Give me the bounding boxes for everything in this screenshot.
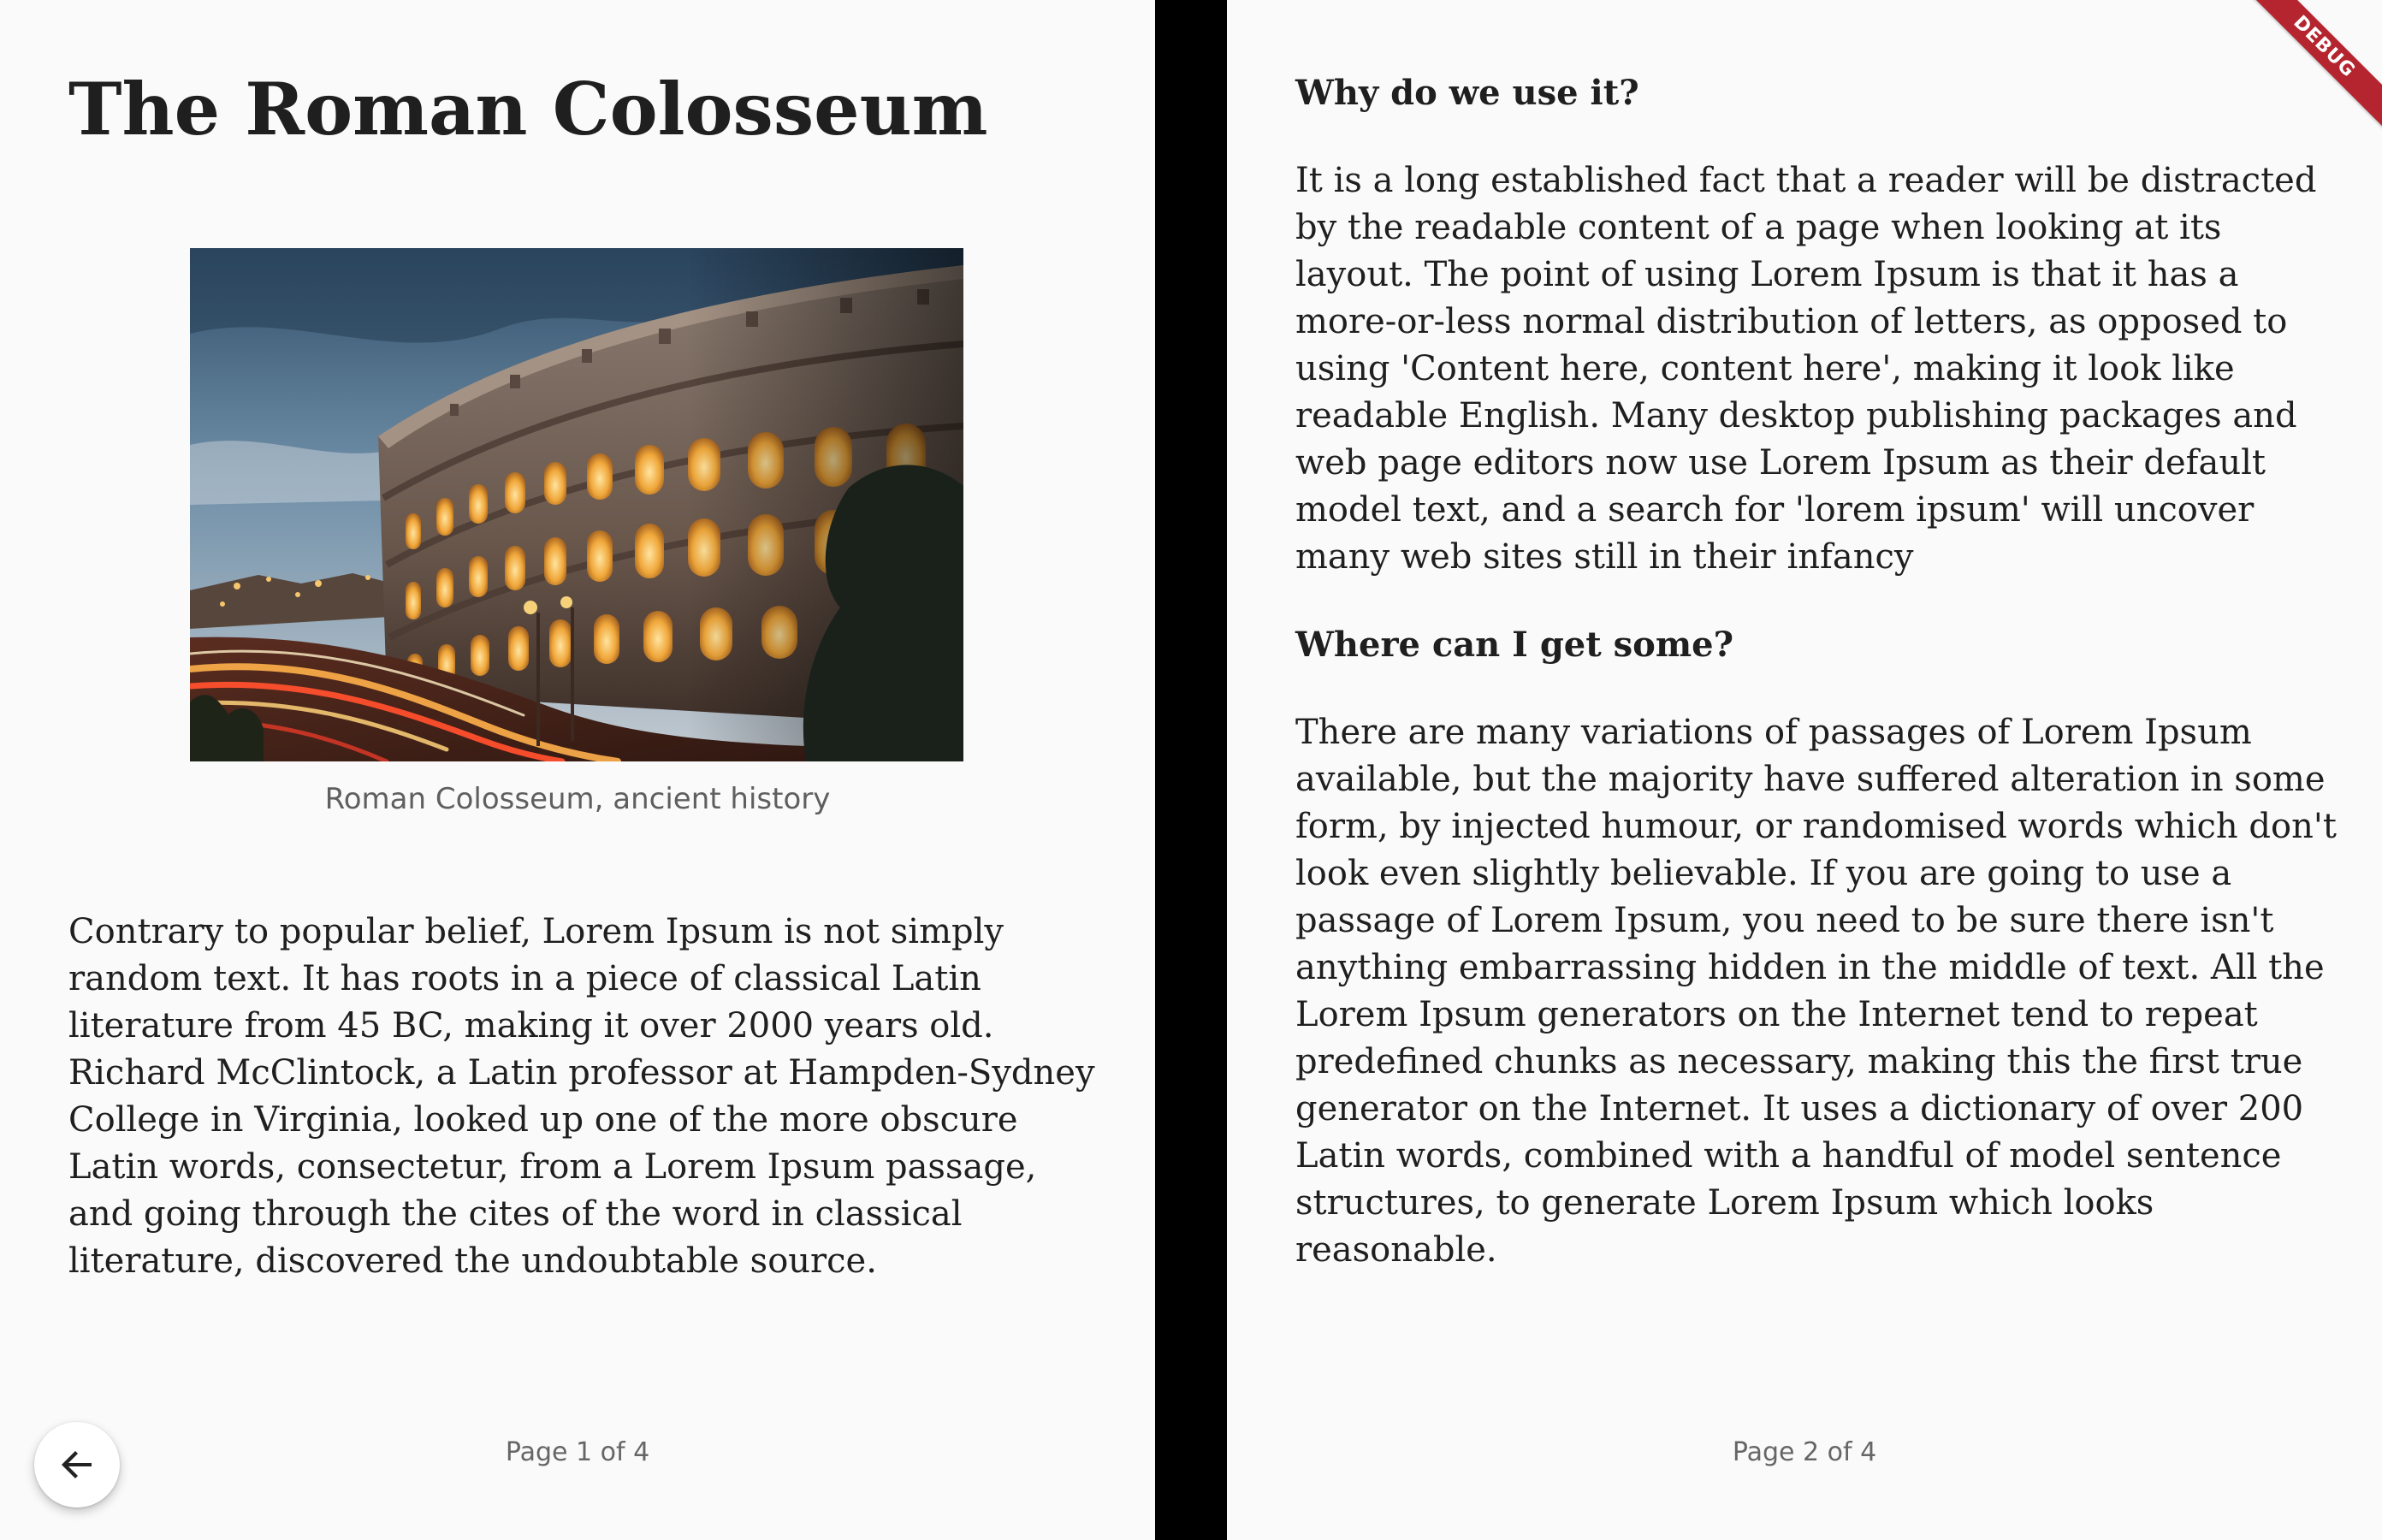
page-2[interactable] — [1227, 0, 2382, 1540]
section-body: It is a long established fact that a reader will be distracted by the readable content of a page when looking at its layout. The point of using Lorem Ipsum is that it has a more-or-less normal distribution of letters, as opposed to using 'Content here, content here', making it look like readable English. Many desktop publishing packages and web page editors now use Lorem Ipsum as their default model text, and a search for 'lorem ipsum' will uncover many web sites still in their infancy — [1295, 161, 2317, 577]
page-1[interactable] — [0, 0, 1155, 1540]
image-caption: Roman Colosseum, ancient history — [324, 782, 831, 816]
page-number: Page 1 of 4 — [505, 1437, 650, 1467]
section-heading: Why do we use it? — [1295, 73, 1639, 113]
page-number: Page 2 of 4 — [1732, 1437, 1877, 1467]
colosseum-image — [190, 248, 963, 761]
section-heading: Where can I get some? — [1295, 625, 1734, 665]
page-body: Contrary to popular belief, Lorem Ipsum is not simply random text. It has roots in a piece of classical Latin literature from 45 BC, making it over 2000 years old. Richard McClintock, a Latin professor at Hampden-Sydney College in Virginia, looked up one of the more obscure Latin words, consectetur, from a Lorem Ipsum passage, and going through the cites of the word in classical literature, discovered the undoubtable source. — [68, 912, 1095, 1281]
debug-banner: DEBUG — [2235, 0, 2382, 136]
page-content — [1295, 68, 2339, 1313]
section-body: There are many variations of passages of Lorem Ipsum available, but the majority have suffered alteration in some form, by injected humour, or randomised words which don't look even slightly believable. If you are going to use a passage of Lorem Ipsum, you need to be sure there isn't anything embarrassing hidden in the middle of text. All the Lorem Ipsum generators on the Internet tend to repeat predefined chunks as necessary, making this the first true generator on the Internet. It uses a dictionary of over 200 Latin words, combined with a handful of model sentence structures, to generate Lorem Ipsum which looks reasonable. — [1295, 713, 2337, 1270]
page-title: The Roman Colosseum — [68, 67, 988, 151]
